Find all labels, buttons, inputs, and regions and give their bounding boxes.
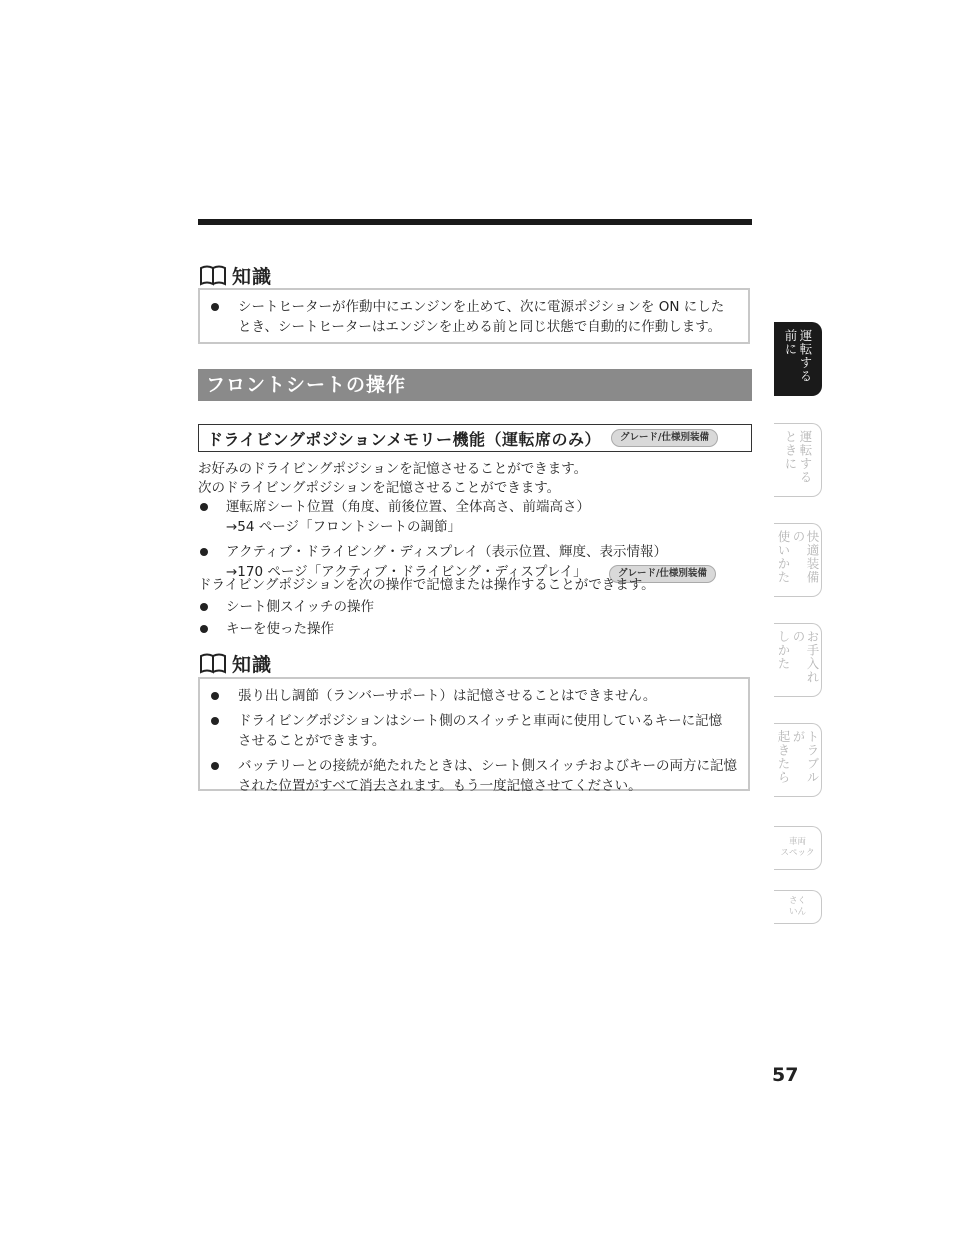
note-item	[200, 686, 748, 706]
tab-label: いん	[788, 907, 806, 917]
bullet-icon	[200, 625, 208, 633]
open-book-icon	[198, 651, 228, 675]
bullet-icon	[200, 503, 208, 511]
tab-label: ときに	[783, 430, 798, 471]
list-item	[198, 619, 752, 639]
tab-label: 運転する	[798, 329, 813, 383]
chapter-tab-1[interactable]	[774, 322, 822, 396]
bullet-icon	[200, 548, 208, 556]
subsection-title: ドライビングポジションメモリー機能（運転席のみ）	[207, 429, 602, 449]
chapter-tab-3[interactable]	[774, 523, 822, 597]
page-reference-link[interactable]: →54 ページ「フロントシートの調節」	[226, 519, 462, 535]
page-number: 57	[772, 1064, 799, 1086]
chapter-tab-7[interactable]	[774, 890, 822, 924]
bullet-icon	[200, 603, 208, 611]
note-line: された位置がすべて消去されます。もう一度記憶させてください。	[238, 778, 642, 794]
chapter-tab-5[interactable]	[774, 723, 822, 797]
tab-label: 運転する	[798, 430, 813, 484]
tab-label: 前に	[783, 329, 798, 356]
list-item	[198, 597, 752, 617]
note-item	[200, 711, 748, 751]
note-line: バッテリーとの接続が絶たれたときは、シート側スイッチおよびキーの両方に記憶	[238, 758, 737, 774]
subsection-heading	[198, 424, 752, 452]
method-intro: ドライビングポジションを次の操作で記憶または操作することができます。	[198, 577, 655, 593]
tab-label: 快適装備の	[791, 530, 820, 584]
method-list	[198, 597, 752, 639]
knowledge-label: 知識	[232, 653, 273, 676]
tab-label: 車両	[788, 837, 806, 847]
bullet-icon	[211, 692, 219, 700]
grade-badge: グレード/仕様別装備	[611, 429, 718, 447]
note-line: とき、シートヒーターはエンジンを止める前と同じ状態で自動的に作動します。	[238, 319, 722, 335]
tab-label: しかた	[776, 630, 791, 671]
knowledge-label: 知識	[232, 265, 273, 288]
note-item	[200, 297, 748, 337]
chapter-tab-6[interactable]	[774, 826, 822, 870]
chapter-tab-4[interactable]	[774, 623, 822, 697]
bullet-icon	[211, 717, 219, 725]
note-line: させることができます。	[238, 733, 386, 749]
list-item	[198, 497, 752, 537]
tab-label: スペック	[780, 848, 815, 858]
memory-items-list	[198, 497, 752, 583]
tab-label: お手入れの	[791, 630, 820, 684]
note-item	[200, 756, 748, 796]
item-text: シート側スイッチの操作	[226, 599, 374, 615]
tab-label: 起きたら	[776, 730, 791, 784]
tab-label: 使いかた	[776, 530, 791, 584]
intro-line: お好みのドライビングポジションを記憶させることができます。	[198, 461, 588, 477]
knowledge-heading	[198, 650, 272, 676]
knowledge-note-box	[198, 677, 750, 794]
tab-label: トラブルが	[791, 730, 820, 784]
section-title: フロントシートの操作	[198, 369, 752, 401]
note-line: シートヒーターが作動中にエンジンを止めて、次に電源ポジションを ON にした	[238, 299, 725, 315]
page-reference-link[interactable]: →170 ページ「アクティブ・ドライビング・ディスプレイ」	[226, 564, 587, 580]
knowledge-heading	[198, 262, 272, 288]
intro-line: 次のドライビングポジションを記憶させることができます。	[198, 480, 561, 496]
grade-badge: グレード/仕様別装備	[609, 565, 716, 583]
item-text: 運転席シート位置（角度、前後位置、全体高さ、前端高さ）	[226, 499, 590, 515]
tab-label: さく	[788, 896, 806, 906]
top-rule	[198, 219, 752, 225]
chapter-tab-2[interactable]	[774, 423, 822, 497]
bullet-icon	[211, 762, 219, 770]
intro-text	[198, 460, 587, 498]
bullet-icon	[211, 303, 219, 311]
item-text: アクティブ・ドライビング・ディスプレイ（表示位置、輝度、表示情報）	[226, 544, 668, 560]
note-line: 張り出し調節（ランバーサポート）は記憶させることはできません。	[238, 688, 657, 704]
open-book-icon	[198, 263, 228, 287]
note-line: ドライビングポジションはシート側のスイッチと車両に使用しているキーに記憶	[238, 713, 723, 729]
knowledge-note-box	[198, 288, 750, 344]
item-text: キーを使った操作	[226, 621, 334, 637]
